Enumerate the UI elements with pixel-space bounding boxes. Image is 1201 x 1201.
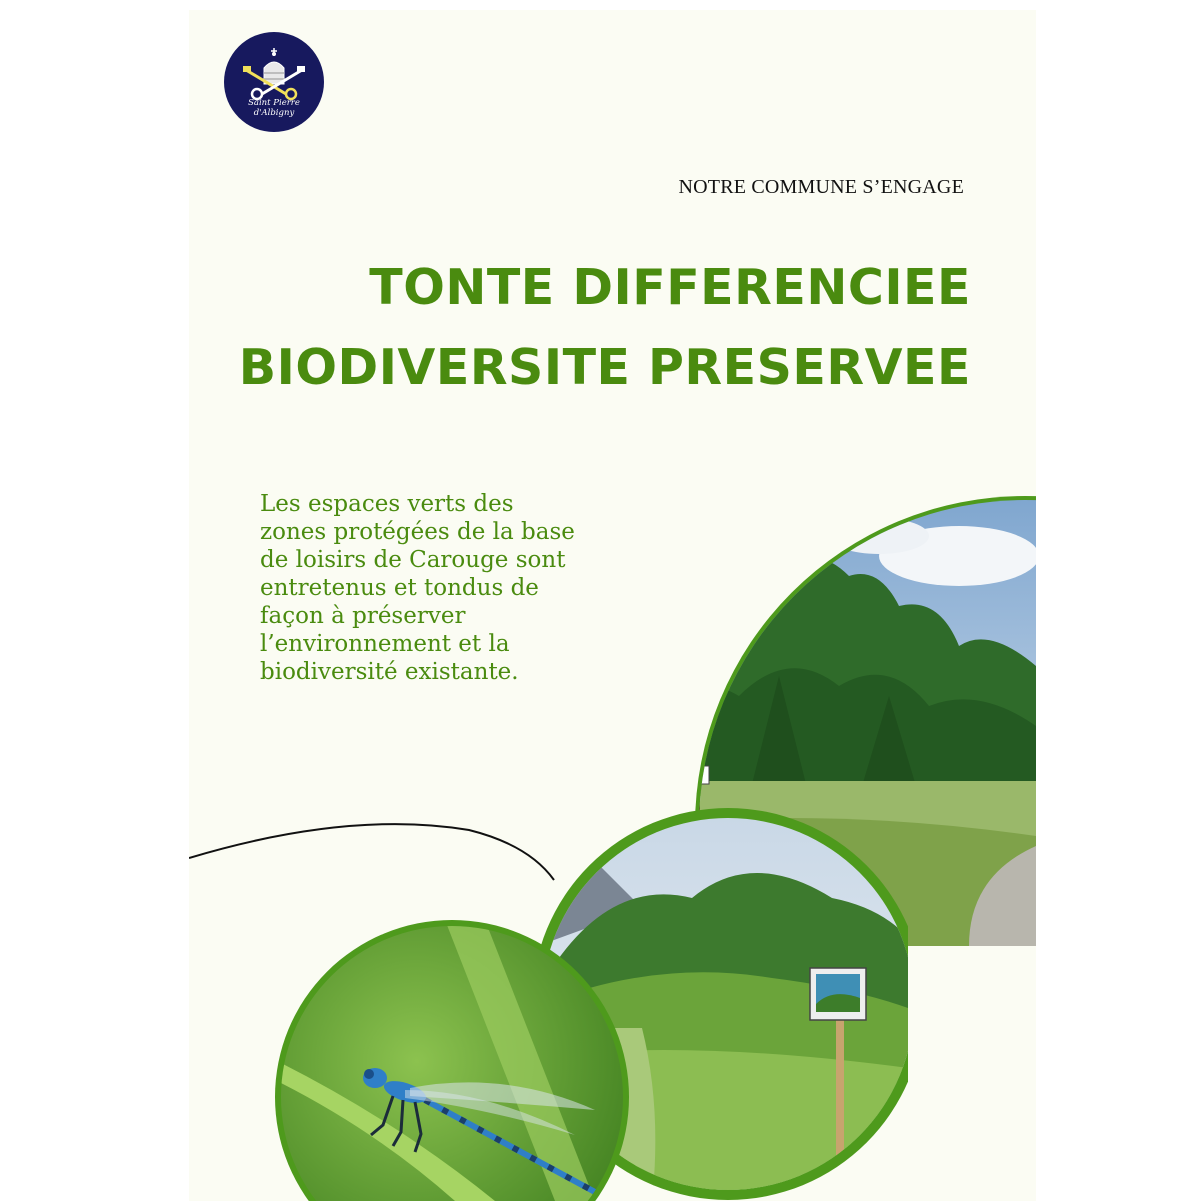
body-line: entretenus et tondus de	[260, 575, 539, 601]
body-line: Les espaces verts des	[260, 491, 514, 517]
logo-caption-line1: Saint Pierre	[248, 98, 300, 108]
body-line: façon à préserver	[260, 603, 466, 629]
body-line: biodiversité existante.	[260, 659, 519, 685]
body-line: de loisirs de Carouge sont	[260, 547, 566, 573]
body-line: zones protégées de la base	[260, 519, 575, 545]
body-line: l’environnement et la	[260, 631, 510, 657]
poster-page	[189, 10, 1036, 1201]
kicker-text: NOTRE COMMUNE S’ENGAGE	[678, 176, 964, 198]
logo-caption-line2: d'Albigny	[253, 108, 295, 118]
headline-line2: BIODIVERSITE PRESERVEE	[238, 339, 971, 396]
headline-line1: TONTE DIFFERENCIEE	[369, 259, 971, 316]
damselfly-photo	[275, 920, 629, 1201]
